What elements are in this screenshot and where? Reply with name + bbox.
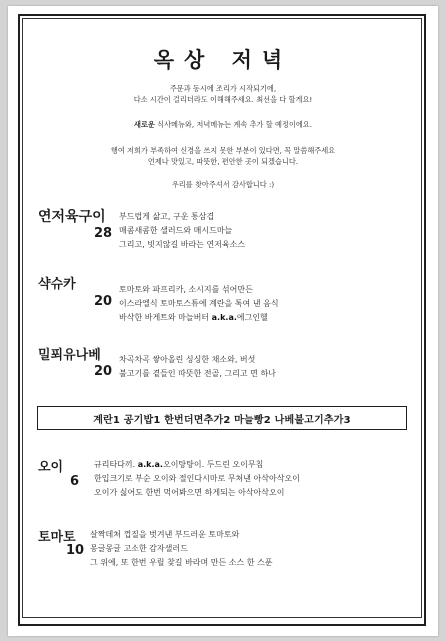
menu-item-desc: 이스라엘식 토마토스튜에 계란을 톡여 낸 음식	[119, 299, 279, 308]
intro-line-1: 주문과 동시에 조리가 시작되기에,	[169, 84, 277, 93]
menu-item-name: 밀푀유나베	[38, 348, 101, 363]
desc-text: 오이탕탕이. 두드린 오이무침	[162, 460, 264, 469]
intro-line-4: 행여 저희가 부족하여 신경을 쓰지 못한 부분이 있다면, 꼭 말씀해주세요	[110, 146, 336, 155]
menu-item-desc: 살짝데쳐 껍질을 벗겨낸 부드러운 토마토와	[90, 530, 240, 539]
menu-item-desc	[94, 458, 263, 471]
menu-item-desc: 오이가 싫어도 한번 먹어봐으면 하게되는 아삭아삭오이	[94, 488, 285, 497]
menu-item-price: 20	[94, 294, 113, 309]
menu-item-desc: 부드럽게 삶고, 구운 통삼겹	[119, 212, 215, 221]
menu-item-desc: 한입크기로 부순 오이와 절인다시마로 무쳐낸 아삭아삭오이	[94, 474, 300, 483]
extras-box: 계란1 공기밥1 한번더면추가2 마늘빵2 나베불고기추가3	[37, 406, 407, 430]
menu-item-desc	[119, 311, 268, 324]
desc-aka: a.k.a.	[211, 313, 237, 322]
desc-text: 규리타다끼.	[94, 460, 138, 469]
intro-line-3	[40, 120, 406, 130]
menu-item-name: 샥슈카	[38, 277, 76, 292]
menu-item-name: 오이	[38, 460, 64, 475]
intro-line-3-rest: 식사메뉴와, 저녁메뉴는 계속 추가 할 예정이에요.	[154, 120, 312, 129]
menu-item-desc: 토마토와 파프리카, 소시지를 섞어만든	[119, 285, 253, 294]
menu-item-desc: 차곡차곡 쌓아올린 싱싱한 채소와, 버섯	[119, 355, 256, 364]
menu-item-price: 6	[70, 474, 80, 489]
menu-item-price: 20	[94, 364, 113, 379]
intro-new-bold: 새로운	[134, 120, 155, 129]
desc-aka: a.k.a.	[137, 460, 163, 469]
desc-text: 에그인헬	[236, 313, 268, 322]
page-title: 옥상 저녁	[153, 47, 293, 72]
menu-item-name: 연저육구이	[38, 209, 106, 225]
menu-item-desc: 매콤새콤한 샐러드와 매시드마늘	[119, 226, 233, 235]
intro-line-6: 우리를 찾아주셔서 감사합니다 :)	[171, 180, 275, 189]
menu-item-name: 토마토	[38, 530, 76, 545]
menu-item-price: 10	[66, 543, 85, 558]
intro-line-2: 다소 시간이 걸리더라도 이해해주세요. 최선을 다 할게요!	[133, 95, 313, 104]
menu-item-desc: 몽글몽글 고소한 감자샐러드	[90, 544, 188, 553]
menu-item-desc: 불고기를 곁들인 따뜻한 전골, 그리고 면 하나	[119, 369, 276, 378]
menu-item-desc: 그리고, 빗지않길 바라는 연저육소스	[119, 240, 246, 249]
desc-text: 바삭한 바게트와 마늘버터	[119, 313, 212, 322]
menu-item-desc: 그 위에, 또 한번 우릴 찾길 바라며 만든 소스 한 스푼	[90, 558, 273, 567]
menu-item-price: 28	[94, 226, 113, 241]
intro-line-5: 언제나 맛있고, 따뜻한, 편안한 곳이 되겠습니다.	[147, 157, 299, 166]
